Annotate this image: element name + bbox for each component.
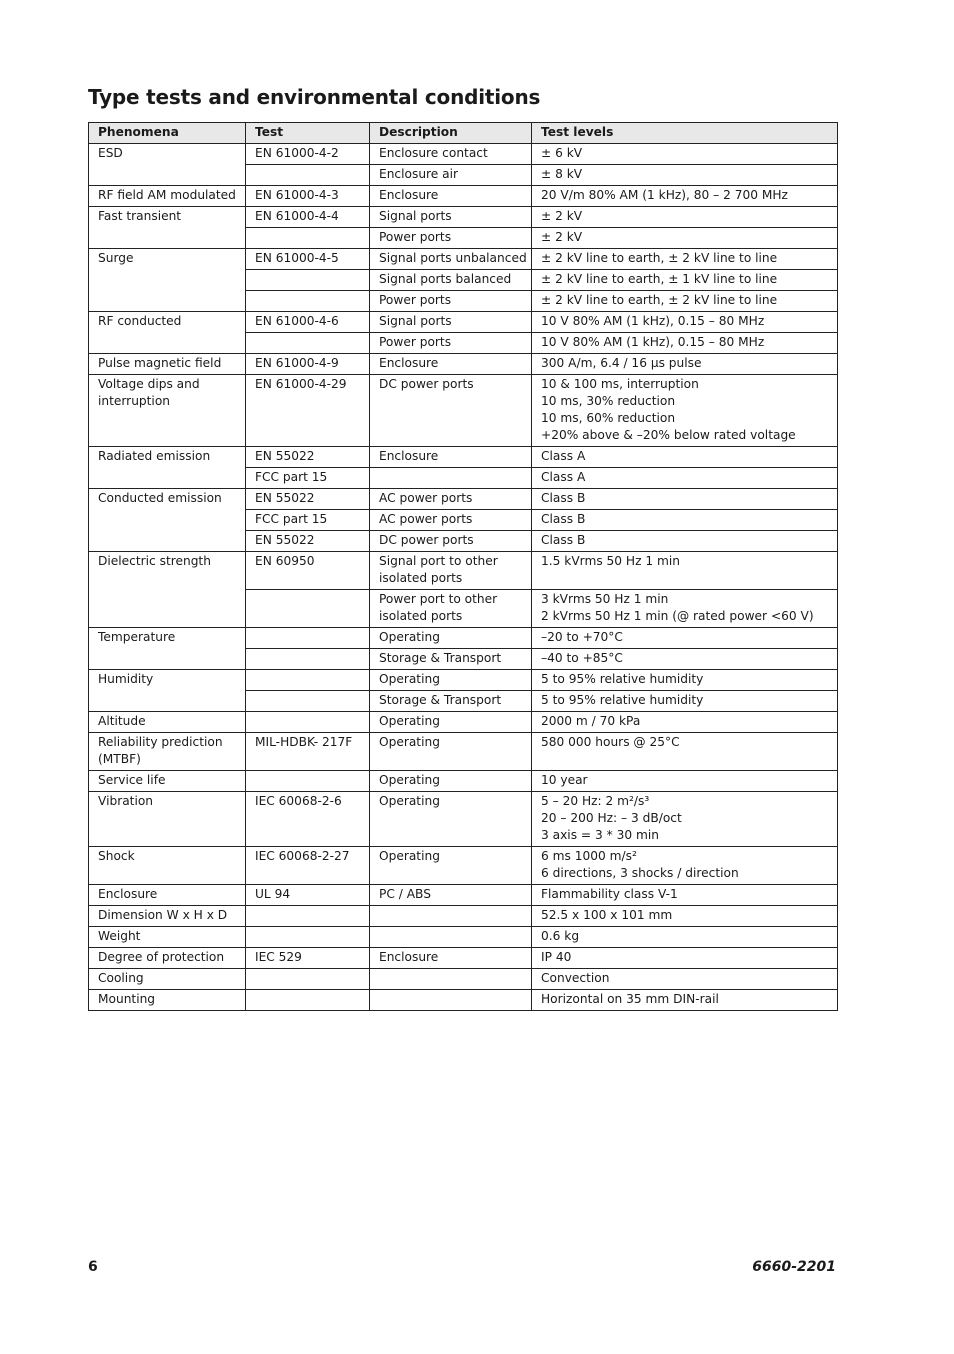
- test-levels-cell: Horizontal on 35 mm DIN-rail: [532, 990, 838, 1011]
- test-cell: [246, 927, 370, 948]
- table-row: [89, 144, 838, 165]
- phenomena-cell: Service life: [89, 771, 246, 792]
- test-cell: [246, 691, 370, 712]
- cell-line: interruption: [98, 394, 171, 408]
- test-cell: [246, 590, 370, 628]
- test-cell: FCC part 15: [246, 468, 370, 489]
- description-cell: Enclosure: [370, 186, 532, 207]
- test-levels-cell: 20 V/m 80% AM (1 kHz), 80 – 2 700 MHz: [532, 186, 838, 207]
- test-levels-cell: 10 year: [532, 771, 838, 792]
- table-row: [89, 375, 838, 447]
- test-levels-cell: 5 to 95% relative humidity: [532, 691, 838, 712]
- test-levels-cell: Convection: [532, 969, 838, 990]
- test-cell: [246, 906, 370, 927]
- test-levels-cell: 0.6 kg: [532, 927, 838, 948]
- test-levels-cell: [532, 847, 838, 885]
- column-header-test-levels: Test levels: [532, 123, 838, 144]
- table-row: [89, 207, 838, 228]
- description-cell: Signal ports: [370, 207, 532, 228]
- table-row: [89, 990, 838, 1011]
- cell-line: +20% above & –20% below rated voltage: [541, 428, 796, 442]
- test-levels-cell: Class B: [532, 489, 838, 510]
- test-cell: EN 55022: [246, 531, 370, 552]
- test-cell: IEC 60068-2-6: [246, 792, 370, 847]
- test-cell: [246, 969, 370, 990]
- test-levels-cell: 2000 m / 70 kPa: [532, 712, 838, 733]
- test-cell: EN 55022: [246, 447, 370, 468]
- test-levels-cell: 1.5 kVrms 50 Hz 1 min: [532, 552, 838, 590]
- test-levels-cell: ± 2 kV line to earth, ± 2 kV line to line: [532, 249, 838, 270]
- page-title: Type tests and environmental conditions: [88, 85, 541, 109]
- table-body: [89, 144, 838, 1011]
- test-levels-cell: Class A: [532, 447, 838, 468]
- test-cell: FCC part 15: [246, 510, 370, 531]
- cell-line: (MTBF): [98, 752, 141, 766]
- cell-line: 6 ms 1000 m/s²: [541, 849, 637, 863]
- description-cell: DC power ports: [370, 375, 532, 447]
- cell-line: isolated ports: [379, 609, 463, 623]
- cell-line: isolated ports: [379, 571, 463, 585]
- description-cell: Power ports: [370, 333, 532, 354]
- test-levels-cell: 580 000 hours @ 25°C: [532, 733, 838, 771]
- test-cell: EN 55022: [246, 489, 370, 510]
- description-cell: Enclosure: [370, 354, 532, 375]
- description-cell: Power ports: [370, 291, 532, 312]
- phenomena-cell: Degree of protection: [89, 948, 246, 969]
- column-header-description: Description: [370, 123, 532, 144]
- table-header-row: [89, 123, 838, 144]
- phenomena-cell: Fast transient: [89, 207, 246, 249]
- test-cell: [246, 270, 370, 291]
- table-row: [89, 249, 838, 270]
- test-cell: MIL-HDBK- 217F: [246, 733, 370, 771]
- description-cell: Enclosure: [370, 948, 532, 969]
- cell-line: 10 & 100 ms, interruption: [541, 377, 699, 391]
- description-cell: Signal ports balanced: [370, 270, 532, 291]
- test-cell: EN 61000-4-4: [246, 207, 370, 228]
- description-cell: [370, 906, 532, 927]
- description-cell: Signal ports: [370, 312, 532, 333]
- test-cell: UL 94: [246, 885, 370, 906]
- table-row: [89, 885, 838, 906]
- table-row: [89, 670, 838, 691]
- phenomena-cell: Pulse magnetic field: [89, 354, 246, 375]
- description-cell: Storage & Transport: [370, 691, 532, 712]
- phenomena-cell: Dimension W x H x D: [89, 906, 246, 927]
- test-cell: [246, 771, 370, 792]
- description-cell: [370, 468, 532, 489]
- description-cell: Storage & Transport: [370, 649, 532, 670]
- test-cell: [246, 712, 370, 733]
- description-cell: Operating: [370, 733, 532, 771]
- test-levels-cell: ± 2 kV: [532, 207, 838, 228]
- description-cell: [370, 927, 532, 948]
- test-levels-cell: ± 2 kV: [532, 228, 838, 249]
- test-cell: [246, 333, 370, 354]
- table-row: [89, 354, 838, 375]
- test-levels-cell: ± 6 kV: [532, 144, 838, 165]
- test-levels-cell: –40 to +85°C: [532, 649, 838, 670]
- test-levels-cell: [532, 590, 838, 628]
- phenomena-cell: [89, 733, 246, 771]
- phenomena-cell: Vibration: [89, 792, 246, 847]
- description-cell: [370, 552, 532, 590]
- description-cell: [370, 590, 532, 628]
- test-cell: EN 61000-4-2: [246, 144, 370, 165]
- description-cell: Operating: [370, 628, 532, 649]
- document-number: 6660-2201: [752, 1259, 836, 1275]
- table-row: [89, 927, 838, 948]
- column-header-test: Test: [246, 123, 370, 144]
- description-cell: [370, 969, 532, 990]
- cell-line: 10 ms, 60% reduction: [541, 411, 676, 425]
- phenomena-cell: Conducted emission: [89, 489, 246, 552]
- cell-line: 2 kVrms 50 Hz 1 min (@ rated power <60 V): [541, 609, 814, 623]
- table-row: [89, 969, 838, 990]
- table-row: [89, 552, 838, 590]
- test-levels-cell: 5 to 95% relative humidity: [532, 670, 838, 691]
- cell-line: Voltage dips and: [98, 377, 200, 391]
- table-row: [89, 847, 838, 885]
- test-levels-cell: –20 to +70°C: [532, 628, 838, 649]
- page-number: 6: [88, 1259, 98, 1275]
- test-levels-cell: Class B: [532, 531, 838, 552]
- description-cell: Power ports: [370, 228, 532, 249]
- cell-line: Reliability prediction: [98, 735, 223, 749]
- phenomena-cell: Dielectric strength: [89, 552, 246, 628]
- phenomena-cell: Humidity: [89, 670, 246, 712]
- table-row: [89, 628, 838, 649]
- phenomena-cell: Altitude: [89, 712, 246, 733]
- cell-line: 5 – 20 Hz: 2 m²/s³: [541, 794, 650, 808]
- test-cell: [246, 990, 370, 1011]
- description-cell: Operating: [370, 712, 532, 733]
- test-levels-cell: ± 2 kV line to earth, ± 2 kV line to line: [532, 291, 838, 312]
- phenomena-cell: Surge: [89, 249, 246, 312]
- description-cell: PC / ABS: [370, 885, 532, 906]
- description-cell: DC power ports: [370, 531, 532, 552]
- description-cell: Operating: [370, 792, 532, 847]
- description-cell: Operating: [370, 771, 532, 792]
- table-row: [89, 948, 838, 969]
- cell-line: Signal port to other: [379, 554, 498, 568]
- table-row: [89, 712, 838, 733]
- cell-line: 10 ms, 30% reduction: [541, 394, 676, 408]
- test-levels-cell: Flammability class V-1: [532, 885, 838, 906]
- column-header-phenomena: Phenomena: [89, 123, 246, 144]
- phenomena-cell: Radiated emission: [89, 447, 246, 489]
- description-cell: AC power ports: [370, 489, 532, 510]
- table-row: [89, 771, 838, 792]
- phenomena-cell: Weight: [89, 927, 246, 948]
- description-cell: Operating: [370, 670, 532, 691]
- description-cell: Signal ports unbalanced: [370, 249, 532, 270]
- phenomena-cell: Enclosure: [89, 885, 246, 906]
- phenomena-cell: Mounting: [89, 990, 246, 1011]
- table-row: [89, 447, 838, 468]
- test-levels-cell: 300 A/m, 6.4 / 16 µs pulse: [532, 354, 838, 375]
- cell-line: 3 axis = 3 * 30 min: [541, 828, 659, 842]
- phenomena-cell: Temperature: [89, 628, 246, 670]
- phenomena-cell: RF conducted: [89, 312, 246, 354]
- type-tests-table: [88, 122, 838, 1011]
- test-levels-cell: ± 2 kV line to earth, ± 1 kV line to line: [532, 270, 838, 291]
- table-row: [89, 489, 838, 510]
- test-cell: EN 61000-4-3: [246, 186, 370, 207]
- phenomena-cell: Cooling: [89, 969, 246, 990]
- table-row: [89, 906, 838, 927]
- test-levels-cell: 10 V 80% AM (1 kHz), 0.15 – 80 MHz: [532, 333, 838, 354]
- cell-line: 20 – 200 Hz: – 3 dB/oct: [541, 811, 682, 825]
- test-levels-cell: ± 8 kV: [532, 165, 838, 186]
- description-cell: Operating: [370, 847, 532, 885]
- test-cell: IEC 60068-2-27: [246, 847, 370, 885]
- test-cell: EN 61000-4-5: [246, 249, 370, 270]
- description-cell: Enclosure: [370, 447, 532, 468]
- test-cell: [246, 291, 370, 312]
- test-levels-cell: [532, 375, 838, 447]
- description-cell: Enclosure air: [370, 165, 532, 186]
- description-cell: Enclosure contact: [370, 144, 532, 165]
- phenomena-cell: RF field AM modulated: [89, 186, 246, 207]
- test-levels-cell: Class A: [532, 468, 838, 489]
- phenomena-cell: ESD: [89, 144, 246, 186]
- test-cell: [246, 649, 370, 670]
- test-levels-cell: IP 40: [532, 948, 838, 969]
- test-levels-cell: 52.5 x 100 x 101 mm: [532, 906, 838, 927]
- test-cell: EN 61000-4-29: [246, 375, 370, 447]
- table-row: [89, 186, 838, 207]
- test-cell: [246, 228, 370, 249]
- test-cell: EN 61000-4-9: [246, 354, 370, 375]
- cell-line: 3 kVrms 50 Hz 1 min: [541, 592, 669, 606]
- test-cell: [246, 628, 370, 649]
- test-cell: [246, 670, 370, 691]
- test-cell: [246, 165, 370, 186]
- phenomena-cell: [89, 375, 246, 447]
- table-row: [89, 792, 838, 847]
- description-cell: AC power ports: [370, 510, 532, 531]
- table-row: [89, 733, 838, 771]
- test-levels-cell: [532, 792, 838, 847]
- cell-line: 6 directions, 3 shocks / direction: [541, 866, 739, 880]
- phenomena-cell: Shock: [89, 847, 246, 885]
- test-cell: EN 60950: [246, 552, 370, 590]
- description-cell: [370, 990, 532, 1011]
- test-cell: IEC 529: [246, 948, 370, 969]
- table-row: [89, 312, 838, 333]
- test-levels-cell: Class B: [532, 510, 838, 531]
- test-levels-cell: 10 V 80% AM (1 kHz), 0.15 – 80 MHz: [532, 312, 838, 333]
- test-cell: EN 61000-4-6: [246, 312, 370, 333]
- cell-line: Power port to other: [379, 592, 498, 606]
